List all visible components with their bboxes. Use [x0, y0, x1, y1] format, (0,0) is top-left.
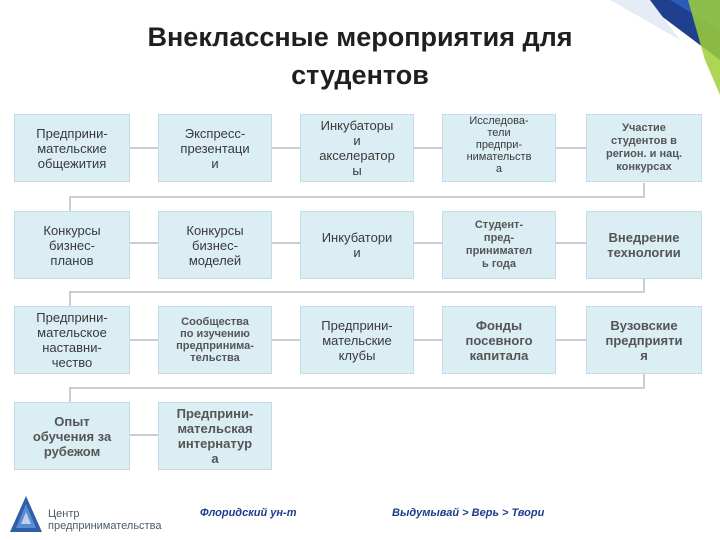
box-university-enterprises: Вузовские предприяти я	[586, 306, 702, 374]
box-study-abroad: Опыт обучения за рубежом	[14, 402, 130, 470]
box-incubators: Инкубатори и	[300, 211, 414, 279]
logo-text: Центр предпринимательства	[48, 508, 162, 532]
box-entrepreneur-clubs: Предприни- мательские клубы	[300, 306, 414, 374]
slide-title: Внеклассные мероприятия для студентов	[147, 22, 573, 90]
box-study-communities: Сообщества по изучению предпринима- тельства	[158, 306, 272, 374]
box-researchers: Исследова- тели предпри- нимательств а	[442, 114, 556, 182]
box-mentorship: Предприни- мательское наставни- чество	[14, 306, 130, 374]
footer-university: Флоридский ун-т	[200, 507, 297, 519]
box-internship: Предприни- мательская интернатур а	[158, 402, 272, 470]
box-dormitories: Предприни- мательские общежития	[14, 114, 130, 182]
box-business-plan-contests: Конкурсы бизнес- планов	[14, 211, 130, 279]
box-business-model-contests: Конкурсы бизнес- моделей	[158, 211, 272, 279]
box-technology-implementation: Внедрение технологии	[586, 211, 702, 279]
box-student-entrepreneur-of-year: Студент- пред- принимател ь года	[442, 211, 556, 279]
box-seed-funds: Фонды посевного капитала	[442, 306, 556, 374]
box-express-presentations: Экспресс- презентаци и	[158, 114, 272, 182]
center-logo-icon	[8, 494, 44, 539]
box-student-competitions: Участие студентов в регион. и нац. конкурсах	[586, 114, 702, 182]
footer-motto: Выдумывай > Верь > Твори	[392, 507, 545, 519]
box-incubators-accelerators: Инкубаторы и акселератор ы	[300, 114, 414, 182]
